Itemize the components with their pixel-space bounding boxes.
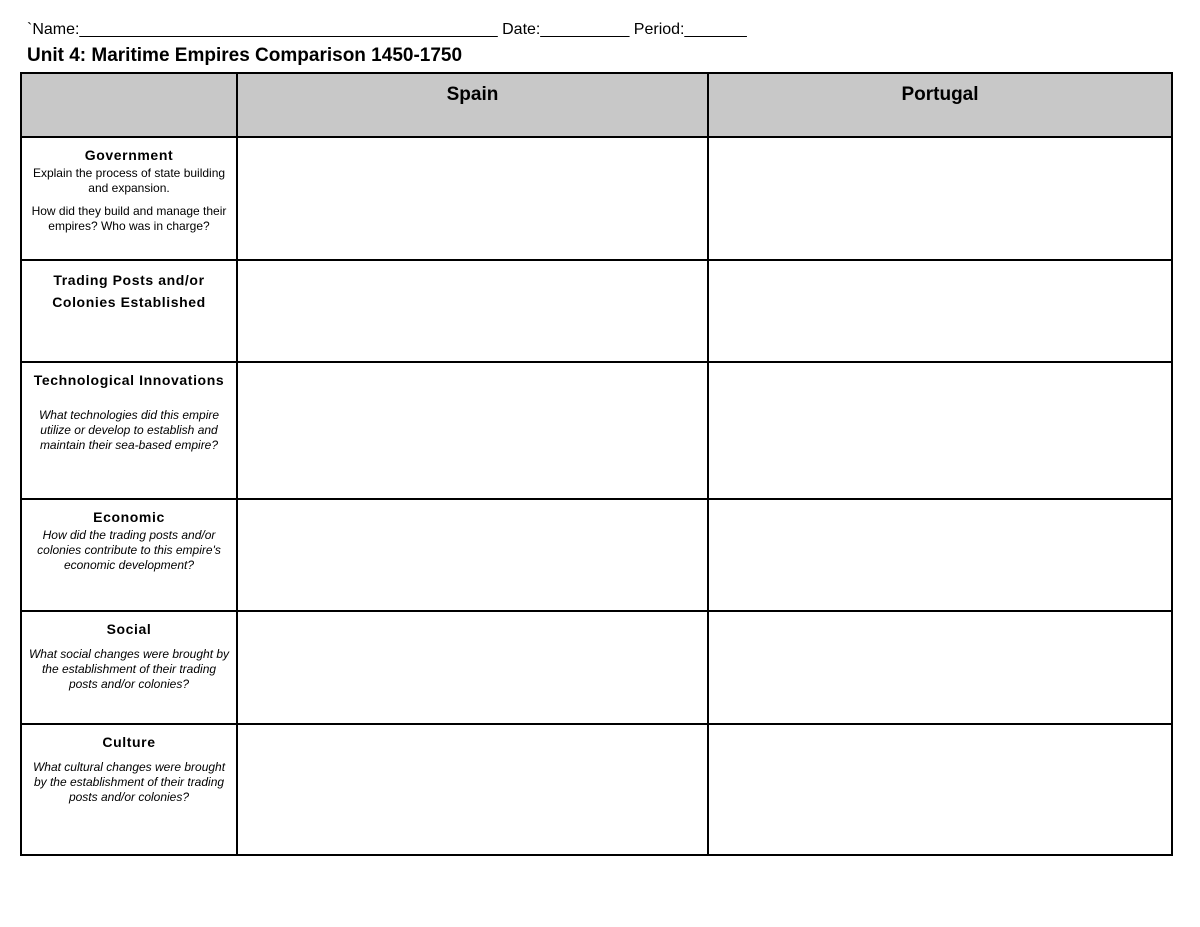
row-label-culture <box>21 724 237 855</box>
row-label-technology <box>21 362 237 499</box>
row-title: Economic <box>93 509 165 525</box>
row-question: What technologies did this empire utilize or develop to establish and maintain their sea-based empire? <box>38 408 220 452</box>
answer-cell-spain-technology[interactable] <box>237 362 708 499</box>
row-question: What cultural changes were brought by the establishment of their trading posts and/or colonies? <box>32 760 226 804</box>
row-label-trading-posts <box>21 260 237 362</box>
name-date-period-line[interactable]: `Name:_______________________________________________ Date:__________ Period:_______ <box>27 21 747 38</box>
row-question: How did the trading posts and/or colonies contribute to this empire's economic development? <box>37 528 221 572</box>
row-description: Explain the process of state building and expansion. <box>32 166 226 195</box>
answer-cell-portugal-culture[interactable] <box>708 724 1172 855</box>
answer-cell-portugal-trading-posts[interactable] <box>708 260 1172 362</box>
header-corner-cell <box>21 73 237 137</box>
header-row <box>21 73 1172 137</box>
column-header-spain: Spain <box>237 73 708 137</box>
comparison-table <box>20 72 1173 856</box>
table-row-economic <box>21 499 1172 611</box>
answer-cell-spain-government[interactable] <box>237 137 708 260</box>
row-title: Culture <box>102 734 156 750</box>
row-title: Social <box>106 621 152 637</box>
answer-cell-spain-economic[interactable] <box>237 499 708 611</box>
row-title: Government <box>84 147 174 163</box>
answer-cell-portugal-social[interactable] <box>708 611 1172 724</box>
table-row-trading-posts <box>21 260 1172 362</box>
answer-cell-portugal-economic[interactable] <box>708 499 1172 611</box>
worksheet-title: Unit 4: Maritime Empires Comparison 1450-1750 <box>27 45 463 66</box>
column-header-portugal: Portugal <box>708 73 1172 137</box>
answer-cell-portugal-technology[interactable] <box>708 362 1172 499</box>
table-row-government <box>21 137 1172 260</box>
table-row-social <box>21 611 1172 724</box>
row-title: Trading Posts and/or Colonies Established <box>52 272 206 310</box>
row-title: Technological Innovations <box>33 372 225 388</box>
row-label-government <box>21 137 237 260</box>
row-label-social <box>21 611 237 724</box>
table-row-technology <box>21 362 1172 499</box>
answer-cell-portugal-government[interactable] <box>708 137 1172 260</box>
answer-cell-spain-culture[interactable] <box>237 724 708 855</box>
answer-cell-spain-trading-posts[interactable] <box>237 260 708 362</box>
row-question: What social changes were brought by the establishment of their trading posts and/or colonies? <box>28 647 230 691</box>
answer-cell-spain-social[interactable] <box>237 611 708 724</box>
row-question: How did they build and manage their empires? Who was in charge? <box>31 204 227 233</box>
table-row-culture <box>21 724 1172 855</box>
row-label-economic <box>21 499 237 611</box>
